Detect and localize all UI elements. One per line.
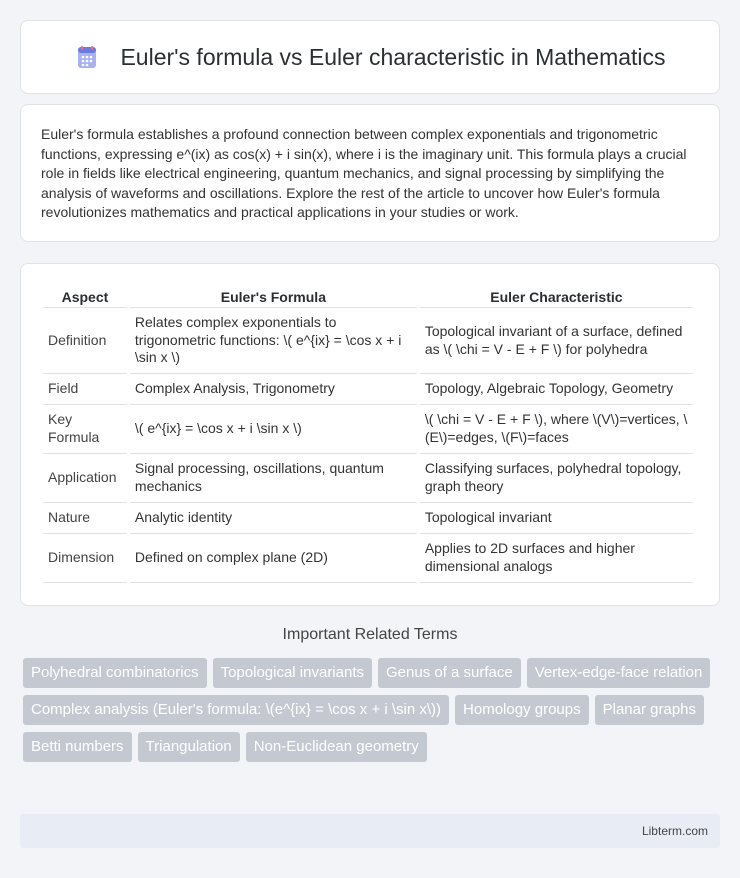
column-header: Euler Characteristic [420,284,693,308]
footer-site-link[interactable]: Libterm.com [641,824,708,838]
calculator-icon [74,44,100,70]
column-header: Euler's Formula [130,284,417,308]
table-cell: Topological invariant [420,503,693,534]
related-tag[interactable]: Polyhedral combinatorics [23,658,207,688]
table-cell: Complex Analysis, Trigonometry [130,374,417,405]
footer [20,814,720,848]
table-row [43,308,693,374]
table-cell-aspect: Dimension [43,534,127,583]
intro-text: Euler's formula establishes a profound connection between complex exponentials and trigonometric functions, expressing e^(ix) as cos(x) + i sin(x), where i is the imaginary unit. This formula plays a crucial role in fields like electrical engineering, quantum mechanics, and signal processing by simplifying the analysis of waveforms and oscillations. Explore the rest of the article to uncover how Euler's formula revolutionizes mathematics and practical applications in your studies or work. [41,126,687,221]
table-cell-aspect: Key Formula [43,405,127,454]
related-tag[interactable]: Triangulation [138,732,240,762]
table-header-row [43,284,693,308]
related-terms-heading: Important Related Terms [282,626,458,643]
table-row [43,454,693,503]
related-tag[interactable]: Complex analysis (Euler's formula: \(e^{ix} = \cos x + i \sin x\)) [23,695,449,725]
related-tag[interactable]: Non-Euclidean geometry [246,732,427,762]
table-row [43,405,693,454]
table-cell-aspect: Definition [43,308,127,374]
related-tag[interactable]: Topological invariants [213,658,372,688]
table-cell: Signal processing, oscillations, quantum mechanics [130,454,417,503]
table-cell: \( \chi = V - E + F \), where \(V\)=vertices, \(E\)=edges, \(F\)=faces [420,405,693,454]
table-row [43,534,693,583]
header-card [20,20,720,94]
column-header: Aspect [43,284,127,308]
related-terms-section [20,626,720,762]
table-row [43,503,693,534]
related-tag[interactable]: Betti numbers [23,732,132,762]
related-tag[interactable]: Planar graphs [595,695,704,725]
table-cell: Defined on complex plane (2D) [130,534,417,583]
table-cell: Topological invariant of a surface, defined as \( \chi = V - E + F \) for polyhedra [420,308,693,374]
table-cell-aspect: Field [43,374,127,405]
table-cell: Applies to 2D surfaces and higher dimensional analogs [420,534,693,583]
related-tags [20,658,720,762]
intro-card [20,104,720,242]
table-cell-aspect: Application [43,454,127,503]
table-cell: Relates complex exponentials to trigonometric functions: \( e^{ix} = \cos x + i \sin x \) [130,308,417,374]
table-cell: \( e^{ix} = \cos x + i \sin x \) [130,405,417,454]
page-title: Euler's formula vs Euler characteristic in Mathematics [120,43,666,70]
related-tag[interactable]: Homology groups [455,695,589,725]
table-cell: Topology, Algebraic Topology, Geometry [420,374,693,405]
table-cell: Analytic identity [130,503,417,534]
related-tag[interactable]: Vertex-edge-face relation [527,658,711,688]
table-cell: Classifying surfaces, polyhedral topology, graph theory [420,454,693,503]
table-row [43,374,693,405]
related-tag[interactable]: Genus of a surface [378,658,521,688]
comparison-card [20,263,720,606]
table-cell-aspect: Nature [43,503,127,534]
comparison-table [40,284,696,583]
